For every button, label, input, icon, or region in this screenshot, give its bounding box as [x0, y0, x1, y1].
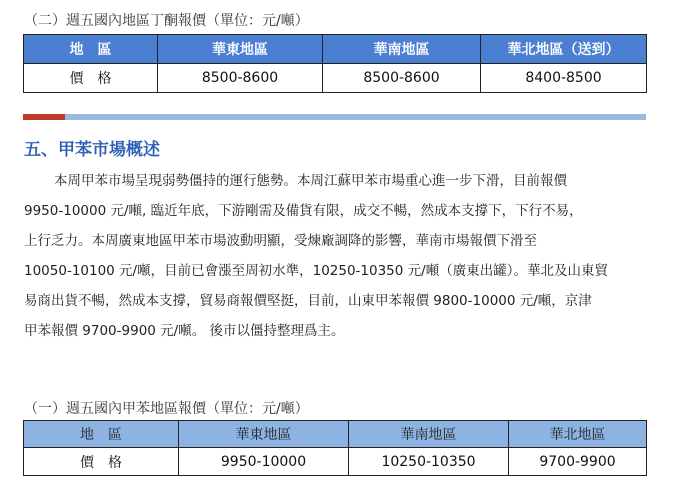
paragraph-line: 9950-10000 元/噸, 臨近年底，下游剛需及備貨有限，成交不暢，然成本支撐下，下行不易， — [24, 203, 583, 219]
paragraph-line: 上行乏力。本周廣東地區甲苯市場波動明顯，受煉廠調降的影響，華南市場報價下滑至 — [24, 233, 537, 249]
header-north-china: 華北地區（送到） — [481, 35, 647, 64]
header-east-china: 華東地區 — [158, 35, 323, 64]
paragraph-line: 本周甲苯市場呈現弱勢僵持的運行態勢。本周江蘇甲苯市場重心進一步下滑，目前報價 — [54, 173, 567, 189]
paragraph-line: 甲苯報價 9700-9900 元/噸。 後市以僵持整理爲主。 — [24, 323, 345, 339]
table-row — [24, 64, 647, 93]
header-region: 地 區 — [24, 35, 158, 64]
header-east-china: 華東地區 — [179, 421, 349, 448]
header-south-china: 華南地區 — [323, 35, 481, 64]
table-header-row — [24, 35, 647, 64]
table-header-row — [24, 421, 647, 448]
row-label-price: 價 格 — [24, 448, 179, 476]
header-north-china: 華北地區 — [509, 421, 647, 448]
paragraph-line: 易商出貨不暢，然成本支撐，貿易商報價堅挺，目前，山東甲苯報價 9800-10000 元/噸，京津 — [24, 293, 592, 309]
mek-price-table — [23, 34, 647, 93]
section-heading: 五、甲苯市場概述 — [24, 140, 160, 160]
market-overview-paragraph — [24, 166, 648, 346]
table-row — [24, 448, 647, 476]
cell-south-china-price: 10250-10350 — [349, 448, 509, 476]
row-label-price: 價 格 — [24, 64, 158, 93]
section-divider-bar — [23, 114, 646, 120]
cell-north-china-price: 8400-8500 — [481, 64, 647, 93]
cell-east-china-price: 8500-8600 — [158, 64, 323, 93]
header-region: 地 區 — [24, 421, 179, 448]
toluene-table-caption: （一）週五國內甲苯地區報價（單位：元/噸） — [24, 401, 309, 417]
header-south-china: 華南地區 — [349, 421, 509, 448]
paragraph-line: 10050-10100 元/噸，目前已會漲至周初水準，10250-10350 元/噸（廣東出罐）。華北及山東貿 — [24, 263, 608, 279]
mek-table-caption: （二）週五國內地區丁酮報價（單位：元/噸） — [24, 13, 309, 29]
toluene-price-table — [23, 420, 647, 476]
cell-east-china-price: 9950-10000 — [179, 448, 349, 476]
cell-north-china-price: 9700-9900 — [509, 448, 647, 476]
cell-south-china-price: 8500-8600 — [323, 64, 481, 93]
